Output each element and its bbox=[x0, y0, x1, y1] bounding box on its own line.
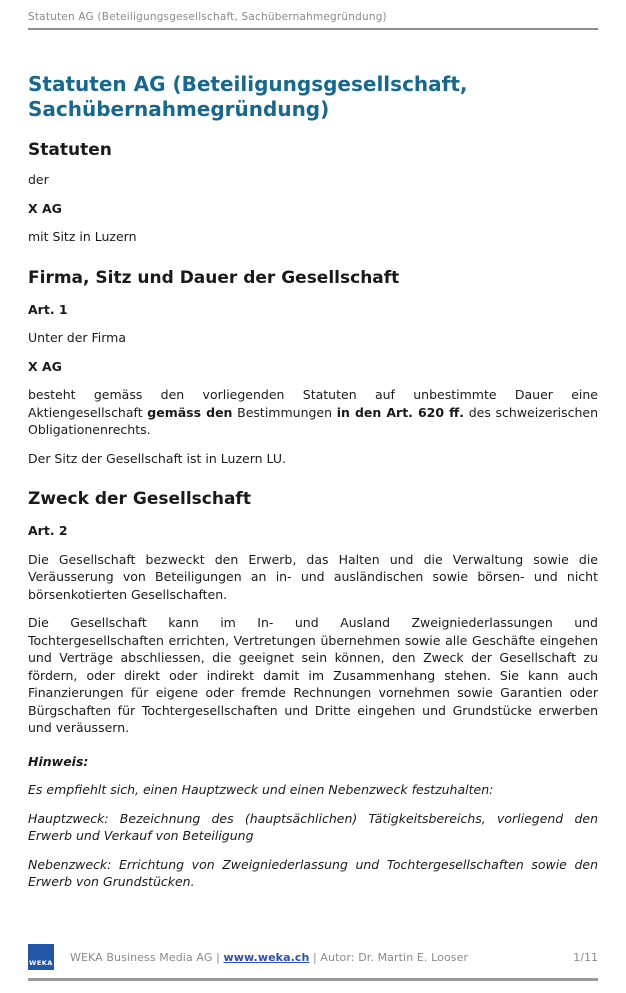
running-header bbox=[28, 0, 598, 30]
section1-paragraph-1: Unter der Firma bbox=[28, 330, 127, 345]
weka-website-link[interactable]: www.weka.ch bbox=[223, 950, 310, 964]
article-1-label: Art. 1 bbox=[28, 301, 68, 317]
section1-paragraph-2 bbox=[28, 386, 598, 439]
section2-paragraph-1: Die Gesellschaft bezweckt den Erwerb, das Halten und die Verwaltung sowie die Veräusserung von Beteiligungen an in- und ausländischen sowie börsen- und nicht börsenkotierten Gesellschaften. bbox=[28, 551, 598, 602]
footer-separator-1: | bbox=[212, 950, 224, 964]
weka-logo-text: WEKA bbox=[29, 959, 53, 967]
hinweis-note-2: Hauptzweck: Bezeichnung des (hauptsächlichen) Tätigkeitsbereichs, vorliegend den Erwerb und Verkauf von Beteiligung bbox=[28, 810, 598, 843]
footer-company: WEKA Business Media AG bbox=[70, 950, 213, 964]
page-title: Statuten AG (Beteiligungsgesellschaft, Sachübernahmegründung) bbox=[28, 72, 468, 121]
section1-company-name: X AG bbox=[28, 358, 62, 374]
intro-company-name: X AG bbox=[28, 200, 62, 216]
page-number: 1/11 bbox=[573, 950, 598, 964]
s1-p2-seg3: Bestimmungen bbox=[232, 404, 337, 420]
s1-p2-seg2-bold: gemäss den bbox=[147, 404, 233, 420]
section1-paragraph-3: Der Sitz der Gesellschaft ist in Luzern LU. bbox=[28, 450, 286, 466]
s1-p2-seg5: des schweizerischen Obligationenrechts. bbox=[28, 404, 598, 437]
footer-author: Autor: Dr. Martin E. Looser bbox=[320, 950, 469, 964]
footer-separator-2: | bbox=[309, 950, 321, 964]
statuten-heading: Statuten bbox=[28, 140, 112, 160]
hinweis-label: Hinweis: bbox=[28, 753, 89, 769]
section1-heading: Firma, Sitz und Dauer der Gesellschaft bbox=[28, 267, 400, 288]
article-2-label: Art. 2 bbox=[28, 523, 68, 538]
s1-p2-seg1: besteht gemäss den vorliegenden Statuten auf unbestimmte Dauer eine Aktiengesellschaft bbox=[28, 387, 598, 420]
intro-line-der: der bbox=[28, 172, 49, 187]
page-footer bbox=[28, 944, 598, 981]
footer-divider bbox=[28, 978, 598, 981]
section2-paragraph-2: Die Gesellschaft kann im In- und Ausland Zweigniederlassungen und Tochtergesellschaften errichten, Vertretungen übernehmen sowie alle Geschäfte eingehen und Verträge abschliessen, die geeignet sein können, den Zweck der Gesellschaft zu fördern, oder direkt oder indirekt damit im Zusammenhang stehen. Sie kann auch Finanzierungen für eigene oder fremde Rechnungen vornehmen sowie Garantien oder Bürgschaften für Tochtergesellschaften und Dritte eingehen und Grundstücke erwerben und veräussern. bbox=[28, 615, 598, 735]
hinweis-note-1: Es empfiehlt sich, einen Hauptzweck und einen Nebenzweck festzuhalten: bbox=[28, 782, 494, 797]
section2-heading: Zweck der Gesellschaft bbox=[28, 489, 251, 509]
footer-credit-line bbox=[70, 951, 468, 964]
running-header-text: Statuten AG (Beteiligungsgesellschaft, Sachübernahmegründung) bbox=[28, 11, 387, 23]
weka-logo bbox=[28, 944, 54, 970]
hinweis-note-3: Nebenzweck: Errichtung von Zweigniederlassung und Tochtergesellschaften sowie den Erwerb von Grundstücken. bbox=[28, 856, 598, 889]
intro-seat-line: mit Sitz in Luzern bbox=[28, 229, 137, 244]
s1-p2-seg4-bold: in den Art. 620 ff. bbox=[336, 404, 465, 420]
